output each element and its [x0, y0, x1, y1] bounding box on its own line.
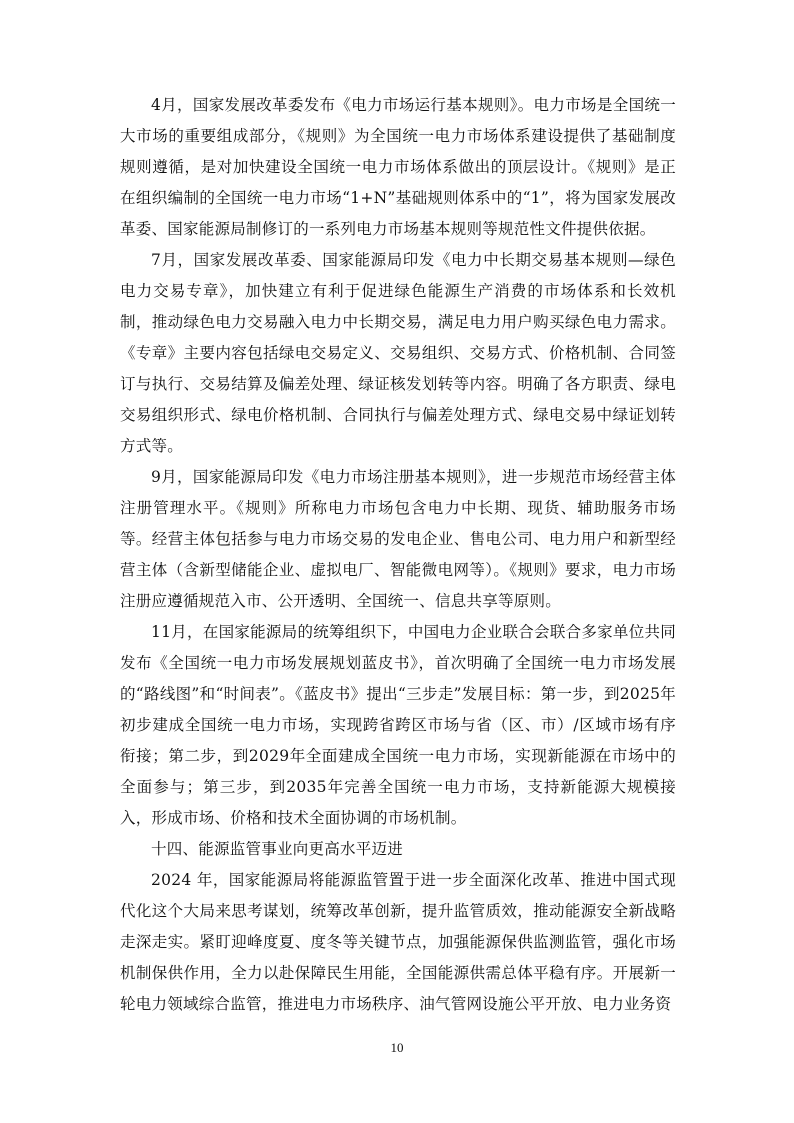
section-heading: 十四、能源监管事业向更高水平迈进	[151, 840, 404, 858]
paragraph-april-rules: 4月，国家发展改革委发布《电力市场运行基本规则》。电力市场是全国统一大市场的重要组成部分，《规则》为全国统一电力市场体系建设提供了基础制度规则遵循，是对加快建设全国统一电力市场体系做出的顶层设计。《规则》是正在组织编制的全国统一电力市场“1+N”基础规则体系中的“1”，将为国家发展改革委、国家能源局制修订的一系列电力市场基本规则等规范性文件提供依据。	[120, 96, 676, 238]
page-content	[120, 90, 676, 1020]
paragraph-july-green-power: 7月，国家发展改革委、国家能源局印发《电力中长期交易基本规则—绿色电力交易专章》，加快建立有利于促进绿色能源生产消费的市场体系和长效机制，推动绿色电力交易融入电力中长期交易，满足电力用户购买绿色电力需求。《专章》主要内容包括绿电交易定义、交易组织、交易方式、价格机制、合同签订与执行、交易结算及偏差处理、绿证核发划转等内容。明确了各方职责、绿电交易组织形式、绿电价格机制、合同执行与偏差处理方式、绿电交易中绿证划转方式等。	[120, 251, 676, 455]
paragraph-november-blue-book: 11月，在国家能源局的统筹组织下，中国电力企业联合会联合多家单位共同发布《全国统一电力市场发展规划蓝皮书》，首次明确了全国统一电力市场发展的“路线图”和“时间表”。《蓝皮书》提出“三步走”发展目标：第一步，到2025年初步建成全国统一电力市场，实现跨省跨区市场与省（区、市）/区域市场有序衔接；第二步，到2029年全面建成全国统一电力市场，实现新能源在市场中的全面参与；第三步，到2035年完善全国统一电力市场，支持新能源大规模接入，形成市场、价格和技术全面协调的市场机制。	[120, 623, 676, 827]
paragraph-regulation-2024: 2024 年，国家能源局将能源监管置于进一步全面深化改革、推进中国式现代化这个大局来思考谋划，统筹改革创新，提升监管质效，推动能源安全新战略走深走实。紧盯迎峰度夏、度冬等关键节点，加强能源保供监测监管，强化市场机制保供作用，全力以赴保障民生用能，全国能源供需总体平稳有序。开展新一轮电力领域综合监管，推进电力市场秩序、油气管网设施公平开放、电力业务资	[120, 871, 676, 1013]
paragraph-september-registration: 9月，国家能源局印发《电力市场注册基本规则》，进一步规范市场经营主体注册管理水平。《规则》所称电力市场包含电力中长期、现货、辅助服务市场等。经营主体包括参与电力市场交易的发电企业、售电公司、电力用户和新型经营主体（含新型储能企业、虚拟电厂、智能微电网等）。《规则》要求，电力市场注册应遵循规范入市、公开透明、全国统一、信息共享等原则。	[120, 468, 676, 610]
page-number: 10	[390, 1040, 404, 1055]
